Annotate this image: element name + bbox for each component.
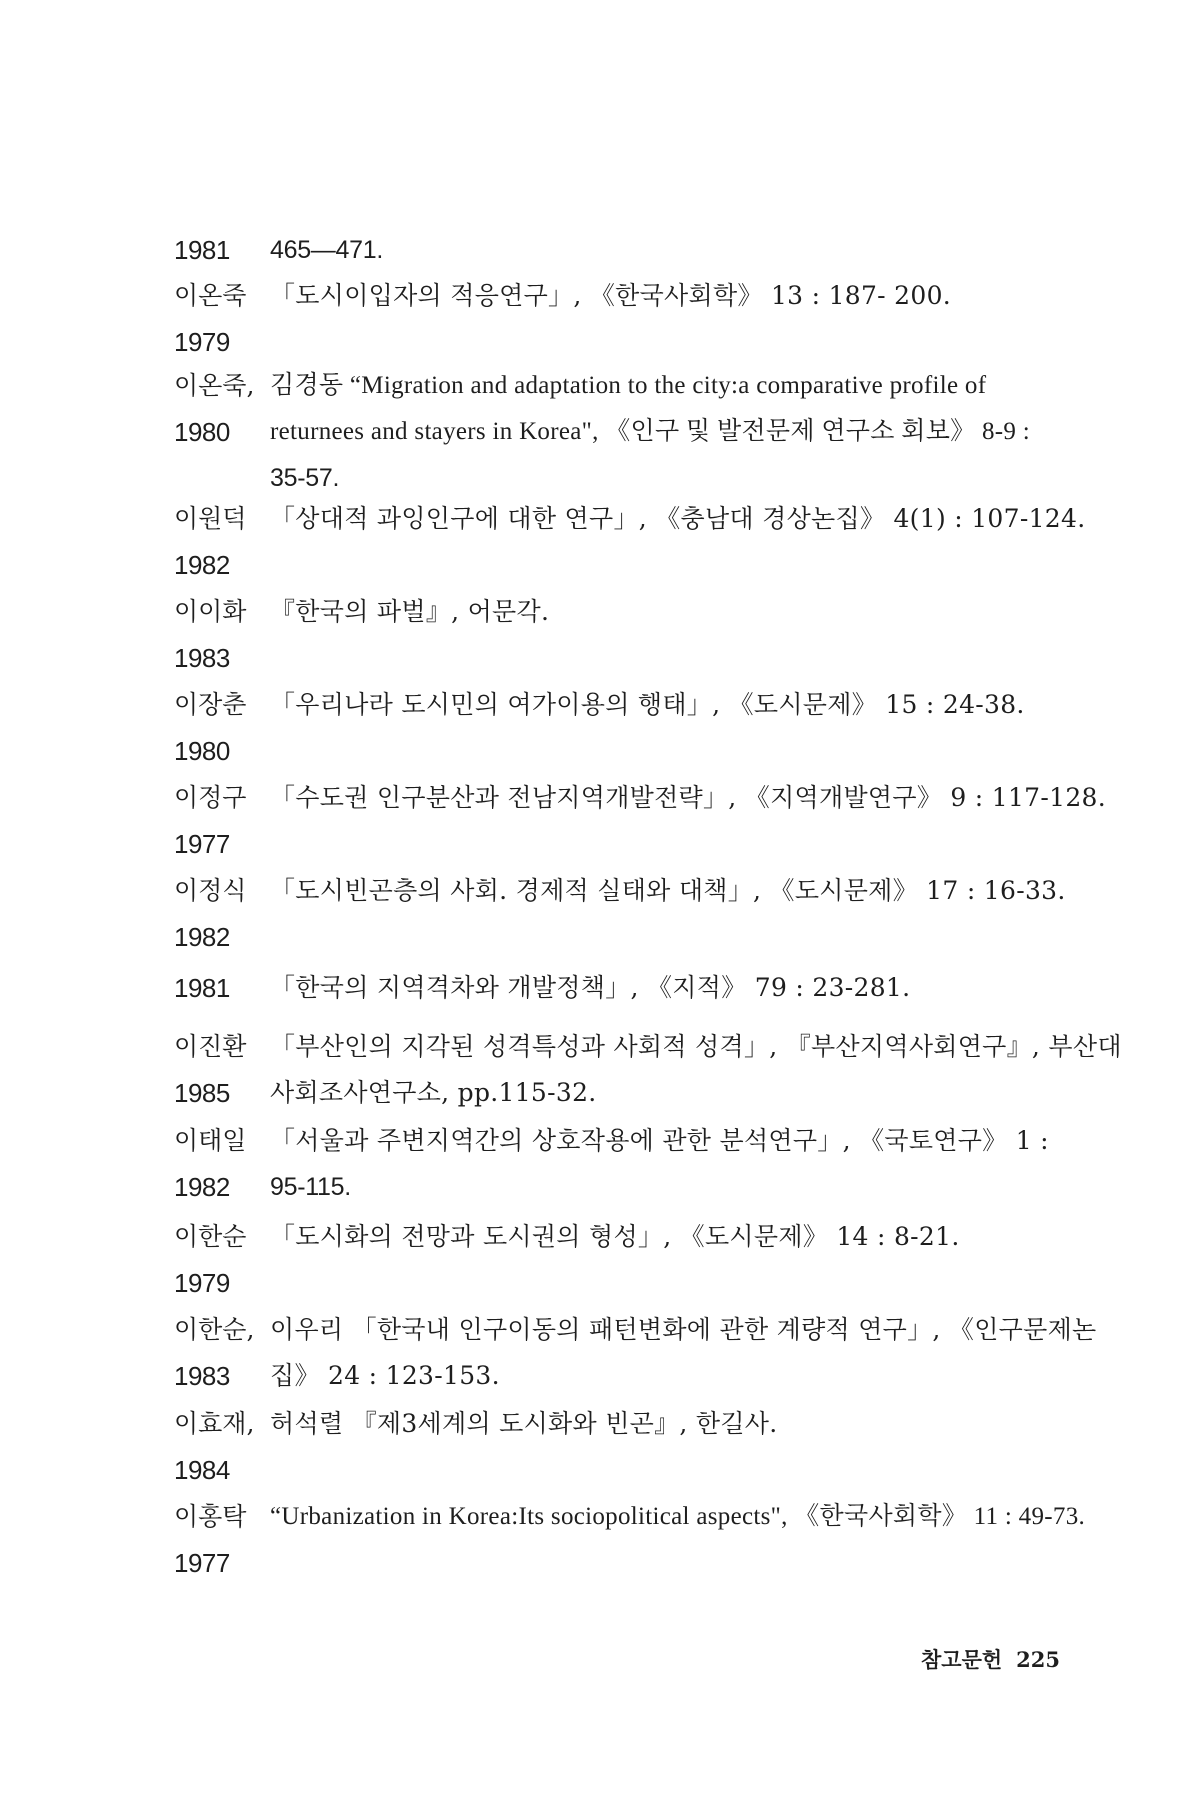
entry-citation (270, 279, 1060, 325)
entry-year: 1983 (174, 1361, 230, 1391)
running-footer-title: 참고문헌 (921, 1647, 1003, 1672)
entry-author: 이진환 (174, 1032, 247, 1061)
entry-citation (270, 369, 1060, 507)
entry-author: 이정구 (174, 783, 247, 812)
entry-author: 이장춘 (174, 690, 247, 719)
citation-line: 35-57. (270, 464, 340, 492)
entry-author: 이원덕 (174, 504, 247, 533)
entry-citation (270, 233, 1060, 279)
entry-year: 1981 (174, 235, 230, 265)
citation-line: 이우리 「한국내 인구이동의 패턴변화에 관한 계량적 연구」, 《인구문제논 (270, 1315, 1097, 1344)
citation-line: 95-115. (270, 1173, 351, 1201)
entry-author: 이한순, (174, 1315, 255, 1344)
entry-year: 1980 (174, 736, 230, 766)
entry-year: 1980 (174, 417, 230, 447)
citation-line: 「서울과 주변지역간의 상호작용에 관한 분석연구」, 《국토연구》 1 : (270, 1126, 1049, 1155)
entry-year: 1982 (174, 922, 230, 952)
entry-author: 이온죽, (174, 371, 255, 400)
entry-year: 1979 (174, 327, 230, 357)
entry-citation (270, 1313, 1097, 1405)
entry-citation (270, 1500, 1086, 1546)
citation-line: 『한국의 파벌』, 어문각. (270, 597, 550, 626)
entry-year: 1984 (174, 1455, 230, 1485)
entry-citation (270, 688, 1060, 734)
entry-author: 이정식 (174, 876, 247, 905)
entry-year: 1977 (174, 829, 230, 859)
page-number: 225 (1016, 1647, 1060, 1672)
entry-author: 이한순 (174, 1222, 247, 1251)
citation-line: 김경동 “Migration and adaptation to the city:a comparative profile of (270, 372, 987, 399)
entry-year: 1979 (174, 1268, 230, 1298)
entry-citation (270, 971, 1060, 1017)
entry-year: 1982 (174, 1172, 230, 1202)
page-footer (900, 1640, 1060, 1680)
entry-citation (270, 874, 1066, 920)
entry-citation (270, 595, 1060, 641)
citation-line: 465—471. (270, 236, 383, 264)
citation-line: 허석렬 『제3세계의 도시화와 빈곤』, 한길사. (270, 1409, 778, 1438)
entry-citation (270, 502, 1086, 548)
entry-citation (270, 1124, 1060, 1216)
citation-line: 사회조사연구소, pp.115-32. (270, 1078, 597, 1107)
citation-line: “Urbanization in Korea:Its sociopolitical aspects", 《한국사회학》 11 : 49-73. (270, 1503, 1086, 1530)
entry-citation (270, 1030, 1122, 1122)
entry-citation (270, 781, 1106, 827)
citation-line: 집》 24 : 123-153. (270, 1361, 500, 1390)
citation-line: 「한국의 지역격차와 개발정책」, 《지적》 79 : 23-281. (270, 973, 911, 1002)
citation-line: 「우리나라 도시민의 여가이용의 행태」, 《도시문제》 15 : 24-38. (270, 690, 1025, 719)
entry-year: 1982 (174, 550, 230, 580)
entry-citation (270, 1220, 1060, 1266)
entry-year: 1981 (174, 973, 230, 1003)
entry-author: 이온죽 (174, 281, 247, 310)
citation-line: 「수도권 인구분산과 전남지역개발전략」, 《지역개발연구》 9 : 117-128. (270, 783, 1106, 812)
citation-line: returnees and stayers in Korea", 《인구 및 발전문제 연구소 회보》 8-9 : (270, 418, 1031, 445)
entry-year: 1985 (174, 1078, 230, 1108)
citation-line: 「도시화의 전망과 도시권의 형성」, 《도시문제》 14 : 8-21. (270, 1222, 960, 1251)
citation-line: 「상대적 과잉인구에 대한 연구」, 《충남대 경상논집》 4(1) : 107-124. (270, 504, 1086, 533)
entry-author: 이이화 (174, 597, 247, 626)
entry-author: 이효재, (174, 1409, 255, 1438)
citation-line: 「부산인의 지각된 성격특성과 사회적 성격」, 『부산지역사회연구』, 부산대 (270, 1032, 1122, 1061)
entry-citation (270, 1407, 1060, 1453)
citation-line: 「도시빈곤층의 사회. 경제적 실태와 대책」, 《도시문제》 17 : 16-33. (270, 876, 1066, 905)
entry-year: 1977 (174, 1548, 230, 1578)
citation-line: 「도시이입자의 적응연구」, 《한국사회학》 13 : 187- 200. (270, 281, 952, 310)
entry-author: 이태일 (174, 1126, 247, 1155)
entry-year: 1983 (174, 643, 230, 673)
entry-author: 이홍탁 (174, 1502, 247, 1531)
